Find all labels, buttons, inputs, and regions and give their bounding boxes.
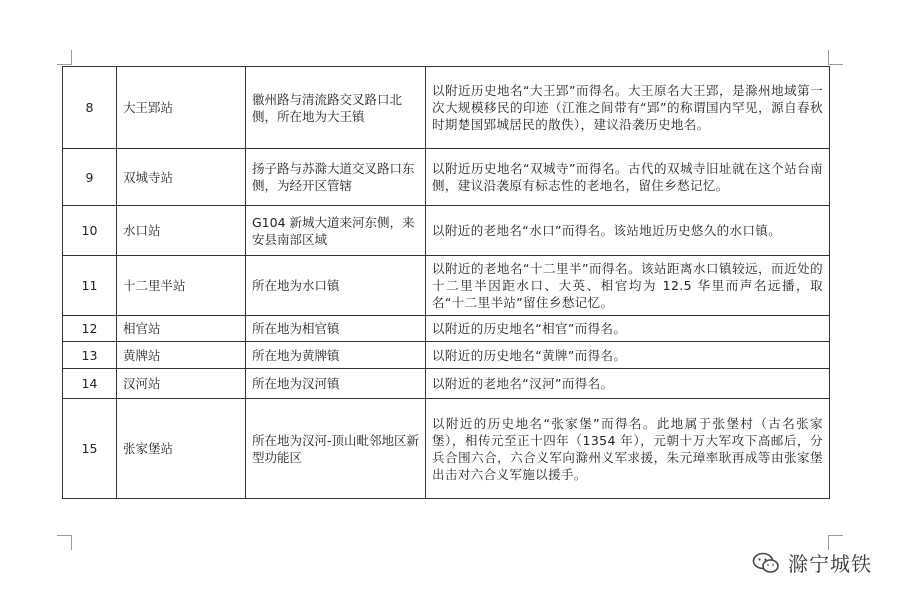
watermark-text: 滁宁城铁 (788, 552, 872, 576)
table-row (63, 342, 830, 369)
crop-mark-top-left (57, 50, 72, 65)
row-number: 15 (63, 399, 117, 499)
row-number: 13 (63, 342, 117, 369)
table-row (63, 206, 830, 256)
table-row (63, 316, 830, 342)
station-name: 双城寺站 (117, 149, 246, 206)
station-name: 张家堡站 (117, 399, 246, 499)
naming-reason: 以附近历史地名“双城寺”而得名。古代的双城寺旧址就在这个站台南侧，建议沿袭原有标志性的老地名，留住乡愁记忆。 (426, 149, 830, 206)
row-number: 11 (63, 256, 117, 316)
naming-reason: 以附近的老地名“汊河”而得名。 (426, 369, 830, 399)
naming-reason: 以附近的历史地名“黄牌”而得名。 (426, 342, 830, 369)
station-name: 黄牌站 (117, 342, 246, 369)
row-number: 9 (63, 149, 117, 206)
station-name: 水口站 (117, 206, 246, 256)
station-name-table (62, 66, 830, 499)
station-location: 所在地为黄牌镇 (246, 342, 426, 369)
station-location: 所在地为水口镇 (246, 256, 426, 316)
account-watermark (752, 548, 872, 577)
station-name: 十二里半站 (117, 256, 246, 316)
row-number: 8 (63, 67, 117, 149)
station-location: G104 新城大道来河东侧，来安县南部区域 (246, 206, 426, 256)
station-location: 扬子路与苏滁大道交叉路口东侧，为经开区管辖 (246, 149, 426, 206)
row-number: 10 (63, 206, 117, 256)
station-location: 所在地为汊河镇 (246, 369, 426, 399)
table-row (63, 256, 830, 316)
station-location: 所在地为汊河-顶山毗邻地区新型功能区 (246, 399, 426, 499)
naming-reason: 以附近的历史地名“相官”而得名。 (426, 316, 830, 342)
table-row (63, 67, 830, 149)
crop-mark-top-right (828, 50, 843, 65)
station-location: 所在地为相官镇 (246, 316, 426, 342)
table-row (63, 399, 830, 499)
crop-mark-bottom-left (57, 535, 72, 550)
station-name: 汊河站 (117, 369, 246, 399)
table-row (63, 369, 830, 399)
naming-reason: 以附近的老地名“十二里半”而得名。该站距离水口镇较远，而近处的十二里半因距水口、大英、相官均为 12.5 华里而声名远播，取名“十二里半站”留住乡愁记忆。 (426, 256, 830, 316)
station-location: 徽州路与清流路交叉路口北侧，所在地为大王镇 (246, 67, 426, 149)
naming-reason: 以附近的历史地名“张家堡”而得名。此地属于张堡村（古名张家堡），相传元至正十四年（1354 年），元朝十万大军攻下高邮后，分兵合围六合，六合义军向滁州义军求援，朱元璋率耿再成等由张家堡出击对六合义军施以援手。 (426, 399, 830, 499)
naming-reason: 以附近历史地名“大王郢”而得名。大王原名大王郢，是滁州地域第一次大规模移民的印迹（江淮之间带有“郢”的称谓国内罕见，源自春秋时期楚国郢城居民的散佚），建议沿袭历史地名。 (426, 67, 830, 149)
naming-reason: 以附近的老地名“水口”而得名。该站地近历史悠久的水口镇。 (426, 206, 830, 256)
row-number: 14 (63, 369, 117, 399)
station-name: 大王郢站 (117, 67, 246, 149)
wechat-icon (752, 552, 780, 574)
table-row (63, 149, 830, 206)
row-number: 12 (63, 316, 117, 342)
station-name: 相官站 (117, 316, 246, 342)
